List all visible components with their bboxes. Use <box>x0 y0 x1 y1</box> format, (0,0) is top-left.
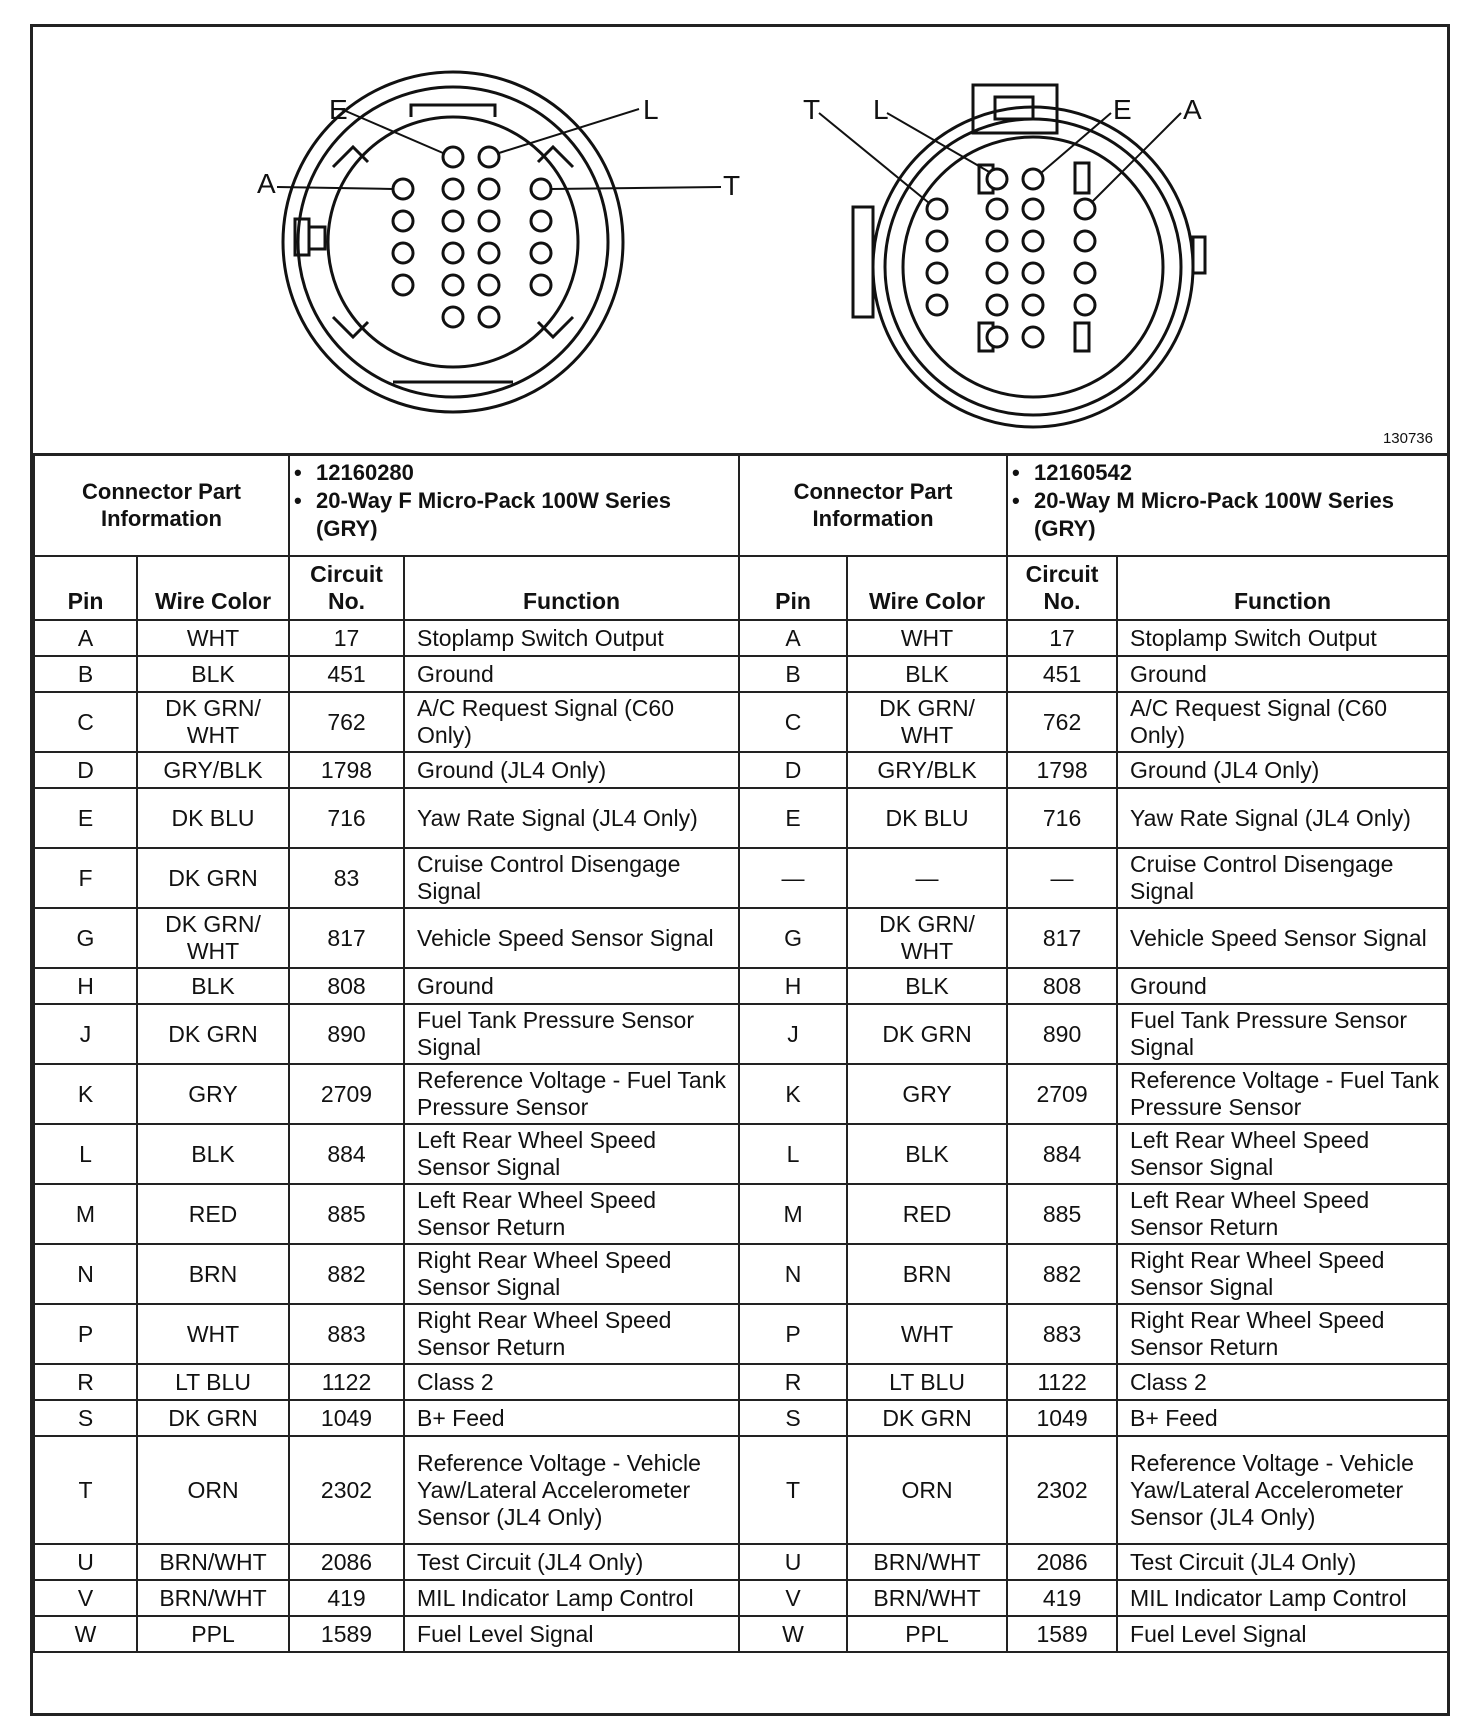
right-leader-l <box>887 113 991 173</box>
left-pin-cell: M <box>34 1184 137 1244</box>
right-label-e: E <box>1113 94 1132 125</box>
left-pin-cell: E <box>34 788 137 848</box>
right-circuit-cell: 882 <box>1007 1244 1117 1304</box>
connector-m-pin <box>987 263 1007 283</box>
left-circuit-cell: 885 <box>289 1184 404 1244</box>
table-row <box>34 656 1448 692</box>
right-function-cell: Ground (JL4 Only) <box>1117 752 1448 788</box>
right-pin-cell: — <box>739 848 847 908</box>
table-row <box>34 1364 1448 1400</box>
connector-f-pin <box>443 275 463 295</box>
table-row <box>34 1184 1448 1244</box>
left-circuit-cell: 2709 <box>289 1064 404 1124</box>
connector-m-pin <box>987 295 1007 315</box>
right-function-cell: Fuel Level Signal <box>1117 1616 1448 1652</box>
right-circuit-cell: 1049 <box>1007 1400 1117 1436</box>
table-row <box>34 1544 1448 1580</box>
left-wire-color-cell: BLK <box>137 1124 289 1184</box>
right-wire-color-cell: DK GRN/ WHT <box>847 692 1007 752</box>
left-circuit-cell: 1049 <box>289 1400 404 1436</box>
right-circuit-cell: — <box>1007 848 1117 908</box>
right-function-cell: Right Rear Wheel Speed Sensor Return <box>1117 1304 1448 1364</box>
right-pin-cell: L <box>739 1124 847 1184</box>
header-pin-right: Pin <box>739 556 847 620</box>
left-wire-color-cell: WHT <box>137 620 289 656</box>
right-circuit-cell: 419 <box>1007 1580 1117 1616</box>
left-label-l: L <box>643 94 659 125</box>
connector-info-row <box>34 454 1448 556</box>
right-function-cell: Test Circuit (JL4 Only) <box>1117 1544 1448 1580</box>
connector-m-pin <box>927 231 947 251</box>
right-pin-cell: T <box>739 1436 847 1544</box>
connector-sheet <box>30 24 1450 1716</box>
left-wire-color-cell: GRY/BLK <box>137 752 289 788</box>
left-pin-cell: L <box>34 1124 137 1184</box>
right-circuit-cell: 1122 <box>1007 1364 1117 1400</box>
left-pin-cell: R <box>34 1364 137 1400</box>
connector-m-pin <box>1023 169 1043 189</box>
right-wire-color-cell: DK GRN/ WHT <box>847 908 1007 968</box>
connector-info-label-left: Connector Part Information <box>34 454 289 556</box>
left-function-cell: Reference Voltage - Vehicle Yaw/Lateral Accelerometer Sensor (JL4 Only) <box>404 1436 739 1544</box>
left-wire-color-cell: DK GRN <box>137 1400 289 1436</box>
connector-diagram-area <box>33 27 1447 456</box>
table-row <box>34 1616 1448 1652</box>
connector-m-pin <box>927 263 947 283</box>
right-circuit-cell: 1798 <box>1007 752 1117 788</box>
right-circuit-cell: 2086 <box>1007 1544 1117 1580</box>
left-pin-cell: W <box>34 1616 137 1652</box>
left-pin-cell: K <box>34 1064 137 1124</box>
left-function-cell: MIL Indicator Lamp Control <box>404 1580 739 1616</box>
connector-m-pin <box>1023 199 1043 219</box>
table-row <box>34 968 1448 1004</box>
connector-f-pin <box>393 243 413 263</box>
connector-f-pin <box>443 179 463 199</box>
right-function-cell: Yaw Rate Signal (JL4 Only) <box>1117 788 1448 848</box>
table-row <box>34 1580 1448 1616</box>
left-circuit-cell: 419 <box>289 1580 404 1616</box>
connector-f-pin <box>393 275 413 295</box>
figure-id: 130736 <box>1382 430 1433 447</box>
right-leader-t <box>819 113 929 203</box>
connector-f-pin <box>393 179 413 199</box>
connector-m-pin <box>927 295 947 315</box>
column-header-row <box>34 556 1448 620</box>
left-function-cell: Left Rear Wheel Speed Sensor Return <box>404 1184 739 1244</box>
left-leader-a <box>277 187 393 189</box>
right-wire-color-cell: LT BLU <box>847 1364 1007 1400</box>
pinout-table <box>33 453 1449 1653</box>
connector-m-pin <box>1075 231 1095 251</box>
right-label-t: T <box>803 94 821 125</box>
right-wire-color-cell: BRN/WHT <box>847 1544 1007 1580</box>
right-function-cell: Stoplamp Switch Output <box>1117 620 1448 656</box>
right-wire-color-cell: GRY/BLK <box>847 752 1007 788</box>
right-label-l: L <box>873 94 889 125</box>
left-wire-color-cell: WHT <box>137 1304 289 1364</box>
connector-f-pin <box>479 243 499 263</box>
right-function-cell: MIL Indicator Lamp Control <box>1117 1580 1448 1616</box>
table-row <box>34 908 1448 968</box>
left-circuit-cell: 2086 <box>289 1544 404 1580</box>
left-function-cell: B+ Feed <box>404 1400 739 1436</box>
right-pin-cell: S <box>739 1400 847 1436</box>
right-pin-cell: K <box>739 1064 847 1124</box>
left-circuit-cell: 762 <box>289 692 404 752</box>
left-pin-cell: T <box>34 1436 137 1544</box>
right-pin-cell: H <box>739 968 847 1004</box>
left-circuit-cell: 17 <box>289 620 404 656</box>
right-pin-cell: G <box>739 908 847 968</box>
right-function-cell: Cruise Control Disengage Signal <box>1117 848 1448 908</box>
left-circuit-cell: 1589 <box>289 1616 404 1652</box>
right-circuit-cell: 762 <box>1007 692 1117 752</box>
left-wire-color-cell: GRY <box>137 1064 289 1124</box>
left-pin-cell: N <box>34 1244 137 1304</box>
header-function-right: Function <box>1117 556 1448 620</box>
left-function-cell: Cruise Control Disengage Signal <box>404 848 739 908</box>
connector-f-pin <box>443 307 463 327</box>
left-circuit-cell: 1798 <box>289 752 404 788</box>
right-wire-color-cell: BRN/WHT <box>847 1580 1007 1616</box>
left-function-cell: Test Circuit (JL4 Only) <box>404 1544 739 1580</box>
left-function-cell: A/C Request Signal (C60 Only) <box>404 692 739 752</box>
right-wire-color-cell: PPL <box>847 1616 1007 1652</box>
left-function-cell: Fuel Level Signal <box>404 1616 739 1652</box>
left-function-cell: Left Rear Wheel Speed Sensor Signal <box>404 1124 739 1184</box>
left-wire-color-cell: PPL <box>137 1616 289 1652</box>
left-pin-cell: G <box>34 908 137 968</box>
left-wire-color-cell: DK GRN <box>137 848 289 908</box>
table-row <box>34 1004 1448 1064</box>
table-row <box>34 1436 1448 1544</box>
left-circuit-cell: 716 <box>289 788 404 848</box>
right-pin-cell: A <box>739 620 847 656</box>
right-circuit-cell: 817 <box>1007 908 1117 968</box>
right-circuit-cell: 885 <box>1007 1184 1117 1244</box>
connector-m-pin <box>1023 295 1043 315</box>
connector-f-pin <box>479 179 499 199</box>
left-wire-color-cell: BLK <box>137 968 289 1004</box>
left-function-cell: Right Rear Wheel Speed Sensor Return <box>404 1304 739 1364</box>
left-function-cell: Right Rear Wheel Speed Sensor Signal <box>404 1244 739 1304</box>
connector-m-pin <box>987 327 1007 347</box>
header-pin-left: Pin <box>34 556 137 620</box>
right-function-cell: A/C Request Signal (C60 Only) <box>1117 692 1448 752</box>
right-function-cell: Reference Voltage - Vehicle Yaw/Lateral Accelerometer Sensor (JL4 Only) <box>1117 1436 1448 1544</box>
left-circuit-cell: 884 <box>289 1124 404 1184</box>
connector-f-pin <box>443 211 463 231</box>
connector-f-pin <box>531 179 551 199</box>
right-function-cell: Fuel Tank Pressure Sensor Signal <box>1117 1004 1448 1064</box>
right-pin-cell: U <box>739 1544 847 1580</box>
left-pin-cell: U <box>34 1544 137 1580</box>
left-circuit-cell: 83 <box>289 848 404 908</box>
left-circuit-cell: 451 <box>289 656 404 692</box>
right-function-cell: Class 2 <box>1117 1364 1448 1400</box>
left-circuit-cell: 817 <box>289 908 404 968</box>
connector-f-pin <box>479 211 499 231</box>
right-function-cell: Left Rear Wheel Speed Sensor Signal <box>1117 1124 1448 1184</box>
right-pin-cell: V <box>739 1580 847 1616</box>
connector-m-pin <box>1075 295 1095 315</box>
right-pin-cell: E <box>739 788 847 848</box>
left-function-cell: Class 2 <box>404 1364 739 1400</box>
connector-f-pin <box>479 275 499 295</box>
connector-f-pin <box>393 211 413 231</box>
left-function-cell: Ground (JL4 Only) <box>404 752 739 788</box>
connector-m-pin <box>1023 263 1043 283</box>
right-wire-color-cell: WHT <box>847 1304 1007 1364</box>
right-function-cell: Ground <box>1117 968 1448 1004</box>
connector-f-pin <box>443 243 463 263</box>
right-wire-color-cell: DK BLU <box>847 788 1007 848</box>
left-wire-color-cell: LT BLU <box>137 1364 289 1400</box>
left-circuit-cell: 882 <box>289 1244 404 1304</box>
right-circuit-cell: 808 <box>1007 968 1117 1004</box>
right-circuit-cell: 2709 <box>1007 1064 1117 1124</box>
right-wire-color-cell: GRY <box>847 1064 1007 1124</box>
left-wire-color-cell: ORN <box>137 1436 289 1544</box>
left-wire-color-cell: BRN/WHT <box>137 1544 289 1580</box>
left-leader-e <box>341 109 443 153</box>
left-pin-cell: C <box>34 692 137 752</box>
table-row <box>34 620 1448 656</box>
part-description-right: • 20-Way M Micro-Pack 100W Series (GRY) <box>1012 487 1443 543</box>
right-pin-cell: N <box>739 1244 847 1304</box>
connector-m-pin <box>927 199 947 219</box>
right-function-cell: Vehicle Speed Sensor Signal <box>1117 908 1448 968</box>
right-function-cell: Reference Voltage - Fuel Tank Pressure Sensor <box>1117 1064 1448 1124</box>
header-wire-color-left: Wire Color <box>137 556 289 620</box>
connector-info-left <box>289 454 739 556</box>
right-pin-cell: D <box>739 752 847 788</box>
left-function-cell: Ground <box>404 968 739 1004</box>
table-row <box>34 788 1448 848</box>
table-row <box>34 1244 1448 1304</box>
header-wire-color-right: Wire Color <box>847 556 1007 620</box>
right-circuit-cell: 884 <box>1007 1124 1117 1184</box>
left-circuit-cell: 890 <box>289 1004 404 1064</box>
connector-f-pin <box>479 147 499 167</box>
left-pin-cell: F <box>34 848 137 908</box>
connector-f-pin <box>531 275 551 295</box>
left-pin-cell: S <box>34 1400 137 1436</box>
right-circuit-cell: 1589 <box>1007 1616 1117 1652</box>
connector-m-pin <box>1023 231 1043 251</box>
right-circuit-cell: 716 <box>1007 788 1117 848</box>
right-wire-color-cell: BLK <box>847 656 1007 692</box>
right-wire-color-cell: WHT <box>847 620 1007 656</box>
left-pin-cell: B <box>34 656 137 692</box>
table-row <box>34 848 1448 908</box>
header-circuit-left: Circuit No. <box>289 556 404 620</box>
right-wire-color-cell: BLK <box>847 1124 1007 1184</box>
right-circuit-cell: 17 <box>1007 620 1117 656</box>
left-circuit-cell: 808 <box>289 968 404 1004</box>
left-leader-l <box>499 109 639 153</box>
connector-m-pin <box>987 231 1007 251</box>
left-circuit-cell: 883 <box>289 1304 404 1364</box>
connector-m-drawing <box>853 85 1205 427</box>
left-function-cell: Stoplamp Switch Output <box>404 620 739 656</box>
left-function-cell: Reference Voltage - Fuel Tank Pressure Sensor <box>404 1064 739 1124</box>
connector-info-right <box>1007 454 1448 556</box>
left-wire-color-cell: BRN <box>137 1244 289 1304</box>
table-row <box>34 1124 1448 1184</box>
right-wire-color-cell: RED <box>847 1184 1007 1244</box>
left-label-t: T <box>723 170 741 201</box>
right-wire-color-cell: BLK <box>847 968 1007 1004</box>
connector-m-pin <box>987 199 1007 219</box>
left-pin-cell: J <box>34 1004 137 1064</box>
right-circuit-cell: 890 <box>1007 1004 1117 1064</box>
left-leader-t <box>551 187 721 189</box>
table-row <box>34 1064 1448 1124</box>
right-circuit-cell: 451 <box>1007 656 1117 692</box>
table-row <box>34 1400 1448 1436</box>
right-pin-cell: J <box>739 1004 847 1064</box>
header-circuit-right: Circuit No. <box>1007 556 1117 620</box>
right-function-cell: B+ Feed <box>1117 1400 1448 1436</box>
left-wire-color-cell: DK GRN/ WHT <box>137 692 289 752</box>
connector-f-pin <box>531 211 551 231</box>
right-circuit-cell: 883 <box>1007 1304 1117 1364</box>
left-pin-cell: D <box>34 752 137 788</box>
right-wire-color-cell: DK GRN <box>847 1004 1007 1064</box>
left-circuit-cell: 1122 <box>289 1364 404 1400</box>
right-function-cell: Left Rear Wheel Speed Sensor Return <box>1117 1184 1448 1244</box>
right-circuit-cell: 2302 <box>1007 1436 1117 1544</box>
part-number-left: • 12160280 <box>294 459 734 487</box>
left-pin-cell: A <box>34 620 137 656</box>
part-description-left: • 20-Way F Micro-Pack 100W Series (GRY) <box>294 487 734 543</box>
connector-f-pin <box>443 147 463 167</box>
right-wire-color-cell: — <box>847 848 1007 908</box>
left-function-cell: Yaw Rate Signal (JL4 Only) <box>404 788 739 848</box>
right-pin-cell: M <box>739 1184 847 1244</box>
right-wire-color-cell: BRN <box>847 1244 1007 1304</box>
right-wire-color-cell: DK GRN <box>847 1400 1007 1436</box>
right-label-a: A <box>1183 94 1202 125</box>
left-pin-cell: P <box>34 1304 137 1364</box>
connector-m-pin <box>1075 263 1095 283</box>
table-row <box>34 692 1448 752</box>
left-label-e: E <box>329 94 348 125</box>
right-function-cell: Ground <box>1117 656 1448 692</box>
right-pin-cell: B <box>739 656 847 692</box>
left-wire-color-cell: RED <box>137 1184 289 1244</box>
left-function-cell: Ground <box>404 656 739 692</box>
left-wire-color-cell: DK GRN <box>137 1004 289 1064</box>
connector-f-pin <box>479 307 499 327</box>
left-circuit-cell: 2302 <box>289 1436 404 1544</box>
connector-drawings <box>33 27 1447 453</box>
left-pin-cell: V <box>34 1580 137 1616</box>
left-wire-color-cell: DK GRN/ WHT <box>137 908 289 968</box>
table-row <box>34 1304 1448 1364</box>
right-pin-cell: P <box>739 1304 847 1364</box>
table-row <box>34 752 1448 788</box>
left-wire-color-cell: DK BLU <box>137 788 289 848</box>
connector-info-label-right: Connector Part Information <box>739 454 1007 556</box>
left-wire-color-cell: BLK <box>137 656 289 692</box>
right-pin-cell: C <box>739 692 847 752</box>
left-pin-cell: H <box>34 968 137 1004</box>
left-function-cell: Vehicle Speed Sensor Signal <box>404 908 739 968</box>
connector-m-pin <box>1023 327 1043 347</box>
left-function-cell: Fuel Tank Pressure Sensor Signal <box>404 1004 739 1064</box>
left-wire-color-cell: BRN/WHT <box>137 1580 289 1616</box>
header-function-left: Function <box>404 556 739 620</box>
connector-f-pin <box>531 243 551 263</box>
right-pin-cell: R <box>739 1364 847 1400</box>
right-function-cell: Right Rear Wheel Speed Sensor Signal <box>1117 1244 1448 1304</box>
right-wire-color-cell: ORN <box>847 1436 1007 1544</box>
left-label-a: A <box>257 168 276 199</box>
right-pin-cell: W <box>739 1616 847 1652</box>
part-number-right: • 12160542 <box>1012 459 1443 487</box>
